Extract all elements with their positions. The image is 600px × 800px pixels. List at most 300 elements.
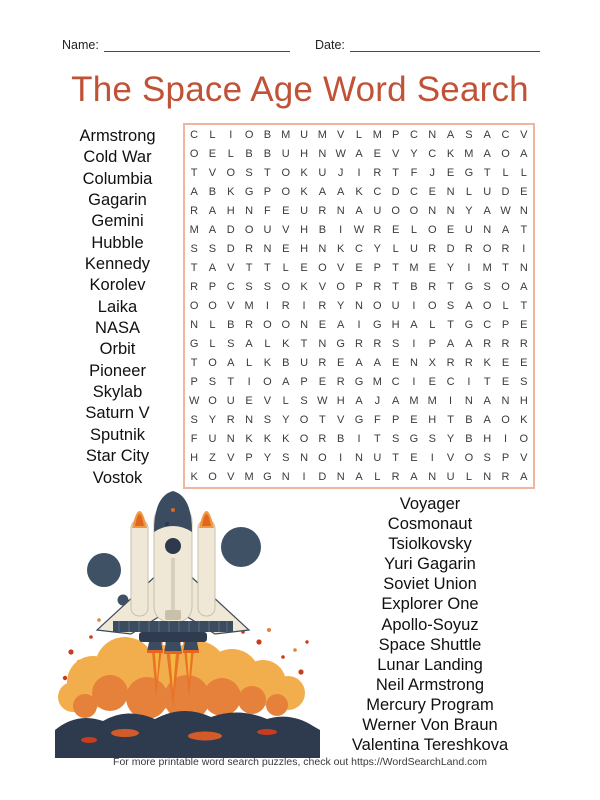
grid-letter[interactable]: I [449,395,453,408]
grid-letter[interactable]: B [227,319,235,332]
grid-letter[interactable]: H [519,395,528,408]
grid-letter[interactable]: I [339,452,343,465]
grid-letter[interactable]: I [265,299,269,312]
grid-letter[interactable]: C [428,147,437,160]
grid-letter[interactable]: E [373,147,381,160]
grid-letter[interactable]: R [501,242,510,255]
grid-letter[interactable]: K [263,433,272,446]
grid-letter[interactable]: S [300,395,308,408]
grid-letter[interactable]: A [483,147,491,160]
grid-letter[interactable]: O [281,185,291,198]
grid-letter[interactable]: T [264,166,271,179]
grid-letter[interactable]: O [281,319,291,332]
grid-letter[interactable]: O [318,261,327,274]
grid-letter[interactable]: A [520,280,528,293]
grid-letter[interactable]: H [190,452,199,465]
grid-letter[interactable]: B [245,147,253,160]
grid-letter[interactable]: S [263,414,272,427]
grid-letter[interactable]: T [520,299,528,312]
grid-letter[interactable]: S [483,280,491,293]
grid-letter[interactable]: W [188,395,200,408]
grid-letter[interactable]: N [318,338,327,351]
grid-letter[interactable]: J [374,395,381,408]
grid-letter[interactable]: G [354,414,364,427]
grid-letter[interactable]: B [263,147,272,160]
grid-letter[interactable]: L [392,242,399,255]
grid-letter[interactable]: D [446,242,455,255]
grid-letter[interactable]: Y [282,414,290,427]
grid-letter[interactable]: I [503,433,508,446]
grid-letter[interactable]: E [520,185,528,198]
grid-letter[interactable]: O [409,204,419,217]
grid-letter[interactable]: A [483,414,491,427]
grid-letter[interactable]: L [465,471,472,484]
grid-letter[interactable]: E [428,261,436,274]
grid-letter[interactable]: R [190,204,199,217]
grid-letter[interactable]: K [446,147,455,160]
grid-letter[interactable]: K [300,280,308,293]
grid-letter[interactable]: A [446,338,455,351]
grid-letter[interactable]: K [483,357,491,370]
grid-letter[interactable]: I [412,338,416,351]
grid-letter[interactable]: A [190,185,198,198]
grid-letter[interactable]: U [226,395,235,408]
grid-letter[interactable]: U [409,242,418,255]
grid-letter[interactable]: I [247,376,251,389]
grid-letter[interactable]: O [336,280,345,293]
grid-letter[interactable]: U [464,223,473,236]
grid-letter[interactable]: N [446,204,455,217]
grid-letter[interactable]: T [245,261,253,274]
grid-letter[interactable]: R [373,280,382,293]
grid-letter[interactable]: C [409,128,418,141]
grid-letter[interactable]: I [467,376,471,389]
grid-letter[interactable]: R [373,223,382,236]
grid-letter[interactable]: R [318,299,327,312]
grid-letter[interactable]: E [282,204,290,217]
grid-letter[interactable]: L [282,261,289,274]
grid-letter[interactable]: G [373,319,382,332]
grid-letter[interactable]: Y [208,414,217,427]
grid-letter[interactable]: K [245,433,253,446]
grid-letter[interactable]: R [226,414,235,427]
grid-letter[interactable]: S [446,299,455,312]
grid-letter[interactable]: O [189,147,199,160]
grid-letter[interactable]: M [281,128,291,141]
grid-letter[interactable]: C [501,128,510,141]
grid-letter[interactable]: R [336,376,345,389]
grid-letter[interactable]: O [244,223,254,236]
grid-letter[interactable]: A [483,204,491,217]
grid-letter[interactable]: A [355,471,363,484]
grid-letter[interactable]: T [227,376,235,389]
grid-letter[interactable]: O [263,376,272,389]
date-input-line[interactable] [350,38,540,52]
grid-letter[interactable]: R [464,357,473,370]
grid-letter[interactable]: U [373,204,382,217]
grid-letter[interactable]: O [208,395,217,408]
grid-letter[interactable]: U [300,204,309,217]
grid-letter[interactable]: O [189,299,199,312]
grid-letter[interactable]: E [446,223,455,236]
grid-letter[interactable]: T [392,166,399,179]
grid-letter[interactable]: B [282,357,290,370]
grid-letter[interactable]: U [300,357,309,370]
grid-letter[interactable]: R [318,357,327,370]
grid-letter[interactable]: E [520,357,528,370]
grid-letter[interactable]: S [465,128,473,141]
grid-letter[interactable]: G [464,166,474,179]
grid-letter[interactable]: T [392,452,399,465]
grid-letter[interactable]: E [428,185,436,198]
grid-letter[interactable]: A [355,357,363,370]
grid-letter[interactable]: L [227,147,234,160]
grid-letter[interactable]: G [464,280,474,293]
grid-letter[interactable]: Y [373,242,381,255]
grid-letter[interactable]: N [300,452,309,465]
grid-letter[interactable]: N [318,242,327,255]
grid-letter[interactable]: L [355,128,363,141]
grid-letter[interactable]: V [520,452,528,465]
grid-letter[interactable]: T [392,261,399,274]
grid-letter[interactable]: A [355,395,363,408]
grid-letter[interactable]: Y [446,261,455,274]
grid-letter[interactable]: O [427,299,437,312]
grid-letter[interactable]: S [190,414,198,427]
grid-letter[interactable]: I [467,261,471,274]
grid-letter[interactable]: T [190,357,198,370]
grid-letter[interactable]: A [245,338,253,351]
grid-letter[interactable]: Z [209,452,216,465]
grid-letter[interactable]: S [391,433,400,446]
grid-letter[interactable]: R [318,433,327,446]
grid-letter[interactable]: B [465,414,473,427]
grid-letter[interactable]: B [465,433,473,446]
grid-letter[interactable]: Y [465,204,473,217]
grid-letter[interactable]: F [373,414,381,427]
grid-letter[interactable]: G [464,319,474,332]
grid-letter[interactable]: D [226,242,235,255]
grid-letter[interactable]: B [410,280,418,293]
grid-letter[interactable]: M [482,261,492,274]
grid-letter[interactable]: O [391,204,400,217]
grid-letter[interactable]: I [357,433,361,446]
grid-letter[interactable]: O [281,280,291,293]
grid-letter[interactable]: P [300,376,308,389]
grid-letter[interactable]: O [299,414,309,427]
grid-letter[interactable]: C [190,128,199,141]
grid-letter[interactable]: V [208,166,217,179]
grid-letter[interactable]: R [245,242,254,255]
grid-letter[interactable]: N [355,452,363,465]
grid-letter[interactable]: A [410,319,418,332]
grid-letter[interactable]: G [244,185,254,198]
grid-letter[interactable]: O [208,299,217,312]
grid-letter[interactable]: O [373,299,382,312]
grid-letter[interactable]: H [226,204,235,217]
grid-letter[interactable]: S [245,166,253,179]
grid-letter[interactable]: J [337,166,344,179]
grid-letter[interactable]: A [282,376,290,389]
grid-letter[interactable]: I [412,299,416,312]
grid-letter[interactable]: I [357,319,361,332]
grid-letter[interactable]: A [355,204,363,217]
grid-letter[interactable]: N [318,147,327,160]
grid-letter[interactable]: I [430,452,434,465]
grid-letter[interactable]: S [428,433,436,446]
grid-letter[interactable]: O [519,433,529,446]
grid-letter[interactable]: L [410,223,417,236]
grid-letter[interactable]: E [208,147,217,160]
grid-letter[interactable]: A [337,319,345,332]
grid-letter[interactable]: V [391,147,400,160]
grid-letter[interactable]: N [428,471,437,484]
grid-letter[interactable]: V [227,471,235,484]
grid-letter[interactable]: S [391,338,400,351]
grid-letter[interactable]: A [465,299,473,312]
grid-letter[interactable]: W [500,204,511,217]
grid-letter[interactable]: A [446,128,455,141]
grid-letter[interactable]: N [428,128,437,141]
grid-letter[interactable]: S [208,376,217,389]
grid-letter[interactable]: L [246,357,253,370]
grid-letter[interactable]: B [337,433,345,446]
grid-letter[interactable]: P [208,280,217,293]
grid-letter[interactable]: I [339,223,343,236]
name-input-line[interactable] [104,38,290,52]
grid-letter[interactable]: E [245,395,253,408]
grid-letter[interactable]: N [190,319,199,332]
grid-letter[interactable]: E [410,414,418,427]
grid-letter[interactable]: U [391,299,400,312]
grid-letter[interactable]: R [483,338,492,351]
grid-letter[interactable]: K [227,185,235,198]
grid-letter[interactable]: M [372,128,382,141]
grid-letter[interactable]: C [373,185,382,198]
grid-letter[interactable]: T [190,166,198,179]
grid-letter[interactable]: G [263,471,272,484]
grid-letter[interactable]: R [428,280,437,293]
grid-letter[interactable]: N [226,433,235,446]
grid-letter[interactable]: G [354,376,364,389]
grid-letter[interactable]: O [226,166,236,179]
grid-letter[interactable]: V [227,452,235,465]
grid-letter[interactable]: T [520,223,528,236]
grid-letter[interactable]: A [355,147,363,160]
grid-letter[interactable]: A [318,185,327,198]
grid-letter[interactable]: L [520,166,527,179]
grid-letter[interactable]: E [282,242,290,255]
grid-letter[interactable]: N [519,204,528,217]
grid-letter[interactable]: P [501,319,510,332]
grid-letter[interactable]: I [357,166,361,179]
grid-letter[interactable]: R [464,242,473,255]
grid-letter[interactable]: O [299,433,309,446]
grid-letter[interactable]: V [263,395,272,408]
grid-letter[interactable]: R [373,166,382,179]
grid-letter[interactable]: E [501,376,510,389]
grid-letter[interactable]: V [227,299,235,312]
grid-letter[interactable]: H [336,395,345,408]
grid-letter[interactable]: A [483,128,491,141]
grid-letter[interactable]: P [391,128,400,141]
grid-letter[interactable]: S [520,376,528,389]
grid-letter[interactable]: R [501,338,510,351]
grid-letter[interactable]: R [245,319,254,332]
grid-letter[interactable]: N [263,242,272,255]
grid-letter[interactable]: O [318,452,327,465]
grid-letter[interactable]: D [501,185,510,198]
grid-letter[interactable]: L [282,395,289,408]
grid-letter[interactable]: C [483,319,492,332]
grid-letter[interactable]: S [245,280,253,293]
grid-letter[interactable]: U [281,147,290,160]
grid-letter[interactable]: W [335,147,346,160]
grid-letter[interactable]: V [227,261,235,274]
grid-letter[interactable]: A [410,471,418,484]
grid-letter[interactable]: T [447,280,454,293]
grid-letter[interactable]: L [429,319,436,332]
grid-letter[interactable]: K [263,357,272,370]
grid-letter[interactable]: S [190,242,198,255]
grid-letter[interactable]: C [409,185,418,198]
grid-letter[interactable]: T [264,261,271,274]
grid-letter[interactable]: M [464,147,474,160]
grid-letter[interactable]: B [318,223,327,236]
grid-letter[interactable]: L [465,185,472,198]
grid-letter[interactable]: U [483,185,492,198]
grid-letter[interactable]: A [520,147,528,160]
grid-letter[interactable]: Y [410,147,418,160]
grid-letter[interactable]: L [209,128,216,141]
grid-letter[interactable]: I [302,299,306,312]
grid-letter[interactable]: A [373,357,381,370]
grid-letter[interactable]: S [208,242,217,255]
grid-letter[interactable]: U [208,433,217,446]
grid-letter[interactable]: D [391,185,400,198]
grid-letter[interactable]: T [373,433,381,446]
grid-letter[interactable]: T [447,319,454,332]
grid-letter[interactable]: E [391,357,400,370]
grid-letter[interactable]: M [317,128,327,141]
grid-letter[interactable]: H [483,433,492,446]
grid-letter[interactable]: A [391,395,400,408]
grid-letter[interactable]: O [281,166,291,179]
grid-letter[interactable]: P [501,452,510,465]
grid-letter[interactable]: P [391,414,400,427]
grid-letter[interactable]: P [245,452,253,465]
grid-letter[interactable]: N [464,395,473,408]
grid-letter[interactable]: D [226,223,235,236]
grid-letter[interactable]: R [501,471,510,484]
grid-letter[interactable]: F [264,204,271,217]
grid-letter[interactable]: D [318,471,327,484]
grid-letter[interactable]: M [409,261,419,274]
grid-letter[interactable]: T [392,280,399,293]
grid-letter[interactable]: N [245,204,254,217]
grid-letter[interactable]: A [208,261,217,274]
grid-letter[interactable]: O [501,280,510,293]
grid-letter[interactable]: A [337,185,345,198]
grid-letter[interactable]: N [245,414,254,427]
grid-letter[interactable]: N [355,299,363,312]
grid-letter[interactable]: H [428,414,437,427]
grid-letter[interactable]: H [300,242,309,255]
grid-letter[interactable]: E [428,376,436,389]
grid-letter[interactable]: B [208,185,217,198]
grid-letter[interactable]: R [355,338,363,351]
grid-letter[interactable]: Y [263,452,272,465]
grid-letter[interactable]: S [483,452,491,465]
grid-letter[interactable]: T [318,414,326,427]
grid-letter[interactable]: M [244,471,254,484]
grid-letter[interactable]: W [353,223,365,236]
grid-letter[interactable]: G [409,433,419,446]
grid-letter[interactable]: T [447,414,454,427]
grid-letter[interactable]: V [282,223,290,236]
grid-letter[interactable]: W [317,395,328,408]
grid-letter[interactable]: R [281,299,290,312]
grid-letter[interactable]: V [337,414,345,427]
grid-letter[interactable]: N [281,471,290,484]
grid-letter[interactable]: E [501,357,510,370]
grid-letter[interactable]: C [391,376,400,389]
grid-letter[interactable]: L [502,166,509,179]
grid-letter[interactable]: O [208,357,217,370]
grid-letter[interactable]: E [410,452,418,465]
grid-letter[interactable]: M [189,223,199,236]
grid-letter[interactable]: G [189,338,199,351]
grid-letter[interactable]: S [263,280,272,293]
grid-letter[interactable]: T [300,338,308,351]
grid-letter[interactable]: R [519,338,528,351]
grid-letter[interactable]: A [483,395,491,408]
grid-letter[interactable]: V [318,280,327,293]
grid-letter[interactable]: T [190,261,198,274]
grid-letter[interactable]: T [483,166,491,179]
grid-letter[interactable]: T [502,261,509,274]
grid-letter[interactable]: N [519,261,528,274]
grid-letter[interactable]: O [244,128,254,141]
grid-letter[interactable]: A [208,204,217,217]
grid-letter[interactable]: E [355,261,363,274]
grid-letter[interactable]: K [282,338,290,351]
grid-letter[interactable]: O [263,319,272,332]
grid-letter[interactable]: A [520,471,528,484]
grid-letter[interactable]: P [355,280,363,293]
grid-letter[interactable]: E [300,261,308,274]
grid-letter[interactable]: O [501,414,510,427]
grid-letter[interactable]: K [300,166,308,179]
grid-letter[interactable]: V [337,261,345,274]
grid-letter[interactable]: N [501,395,510,408]
grid-letter[interactable]: K [190,471,198,484]
grid-letter[interactable]: K [300,185,308,198]
grid-letter[interactable]: C [355,242,363,255]
grid-letter[interactable]: I [302,471,306,484]
grid-letter[interactable]: P [263,185,272,198]
grid-letter[interactable]: N [409,357,418,370]
grid-letter[interactable]: O [427,223,437,236]
grid-letter[interactable]: V [520,128,528,141]
grid-letter[interactable]: N [483,471,492,484]
grid-letter[interactable]: I [522,242,526,255]
grid-letter[interactable]: E [318,319,327,332]
grid-letter[interactable]: A [465,338,473,351]
grid-letter[interactable]: E [446,166,455,179]
grid-letter[interactable]: E [337,357,345,370]
grid-letter[interactable]: H [300,147,309,160]
